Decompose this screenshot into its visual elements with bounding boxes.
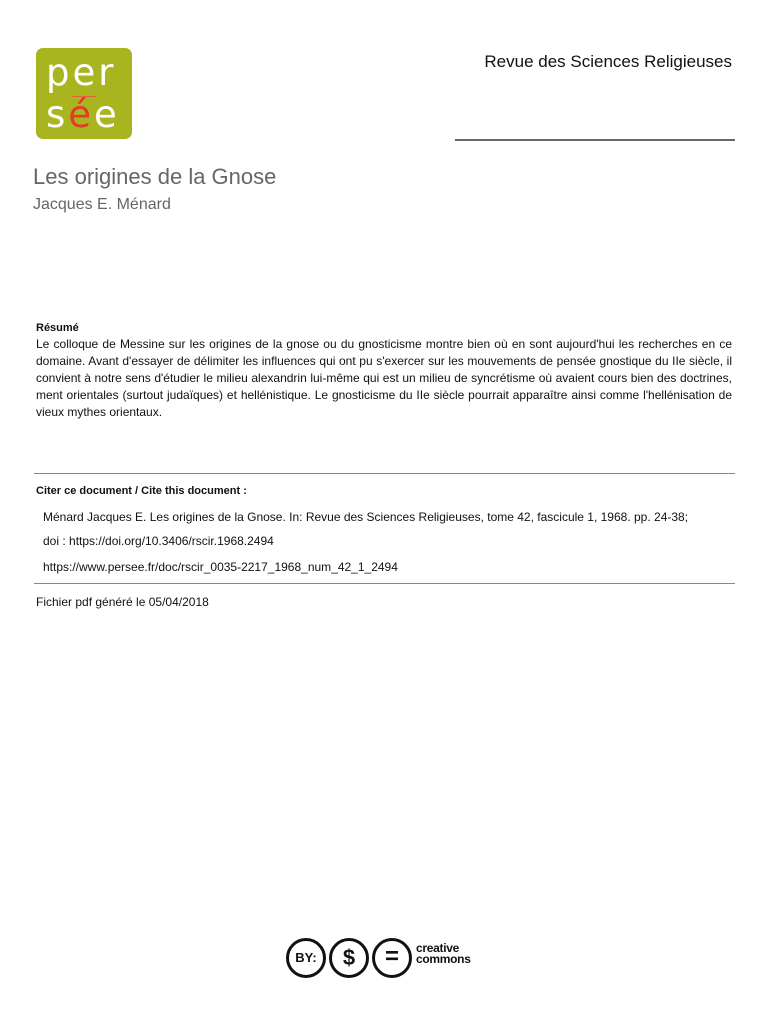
journal-title: Revue des Sciences Religieuses (484, 52, 732, 71)
article-title: Les origines de la Gnose (33, 164, 277, 189)
citation-doi-link[interactable]: doi : https://doi.org/10.3406/rscir.1968.2494 (43, 534, 274, 548)
logo-line-2: sée (46, 93, 120, 136)
abstract-heading: Résumé (36, 322, 79, 334)
creative-commons-badge[interactable] (286, 936, 486, 978)
citation-url-link[interactable]: https://www.persee.fr/doc/rscir_0035-2217_1968_num_42_1_2494 (43, 560, 398, 574)
logo-line-1: per (46, 51, 117, 94)
cc-nd-icon: = (372, 938, 412, 978)
cc-nc-icon: $ (329, 938, 369, 978)
journal-divider (455, 139, 735, 141)
article-author: Jacques E. Ménard (33, 196, 171, 213)
divider-bottom (34, 583, 735, 584)
persee-logo (36, 48, 132, 139)
citation-reference: Ménard Jacques E. Les origines de la Gnose. In: Revue des Sciences Religieuses, tome 42, fascicule 1, 1968. pp. 24-38; (43, 510, 689, 524)
abstract-text: Le colloque de Messine sur les origines de la gnose ou du gnosticisme montre bien où en sont aujourd'hui les recherches en ce domaine. Avant d'essayer de délimiter les influences qui ont pu s'exercer sur les mouvements de pensée gnostique du IIe siècle, il convient à notre sens d'étudier le milieu alexandrin lui-même qui est un milieu de syncrétisme où avaient cours bien des doctrines, ment orientales (surtout judaïques) et hellénistique. Le gnosticisme du IIe siècle pourrait apparaître ainsi comme l'hellénisation de vieux mythes orientaux. (36, 337, 732, 419)
divider-top (34, 473, 735, 474)
generated-date: Fichier pdf généré le 05/04/2018 (36, 595, 209, 609)
cc-wordmark: creative commons (416, 941, 471, 966)
citation-heading: Citer ce document / Cite this document : (36, 485, 247, 497)
cc-by-icon: BY: (286, 938, 326, 978)
